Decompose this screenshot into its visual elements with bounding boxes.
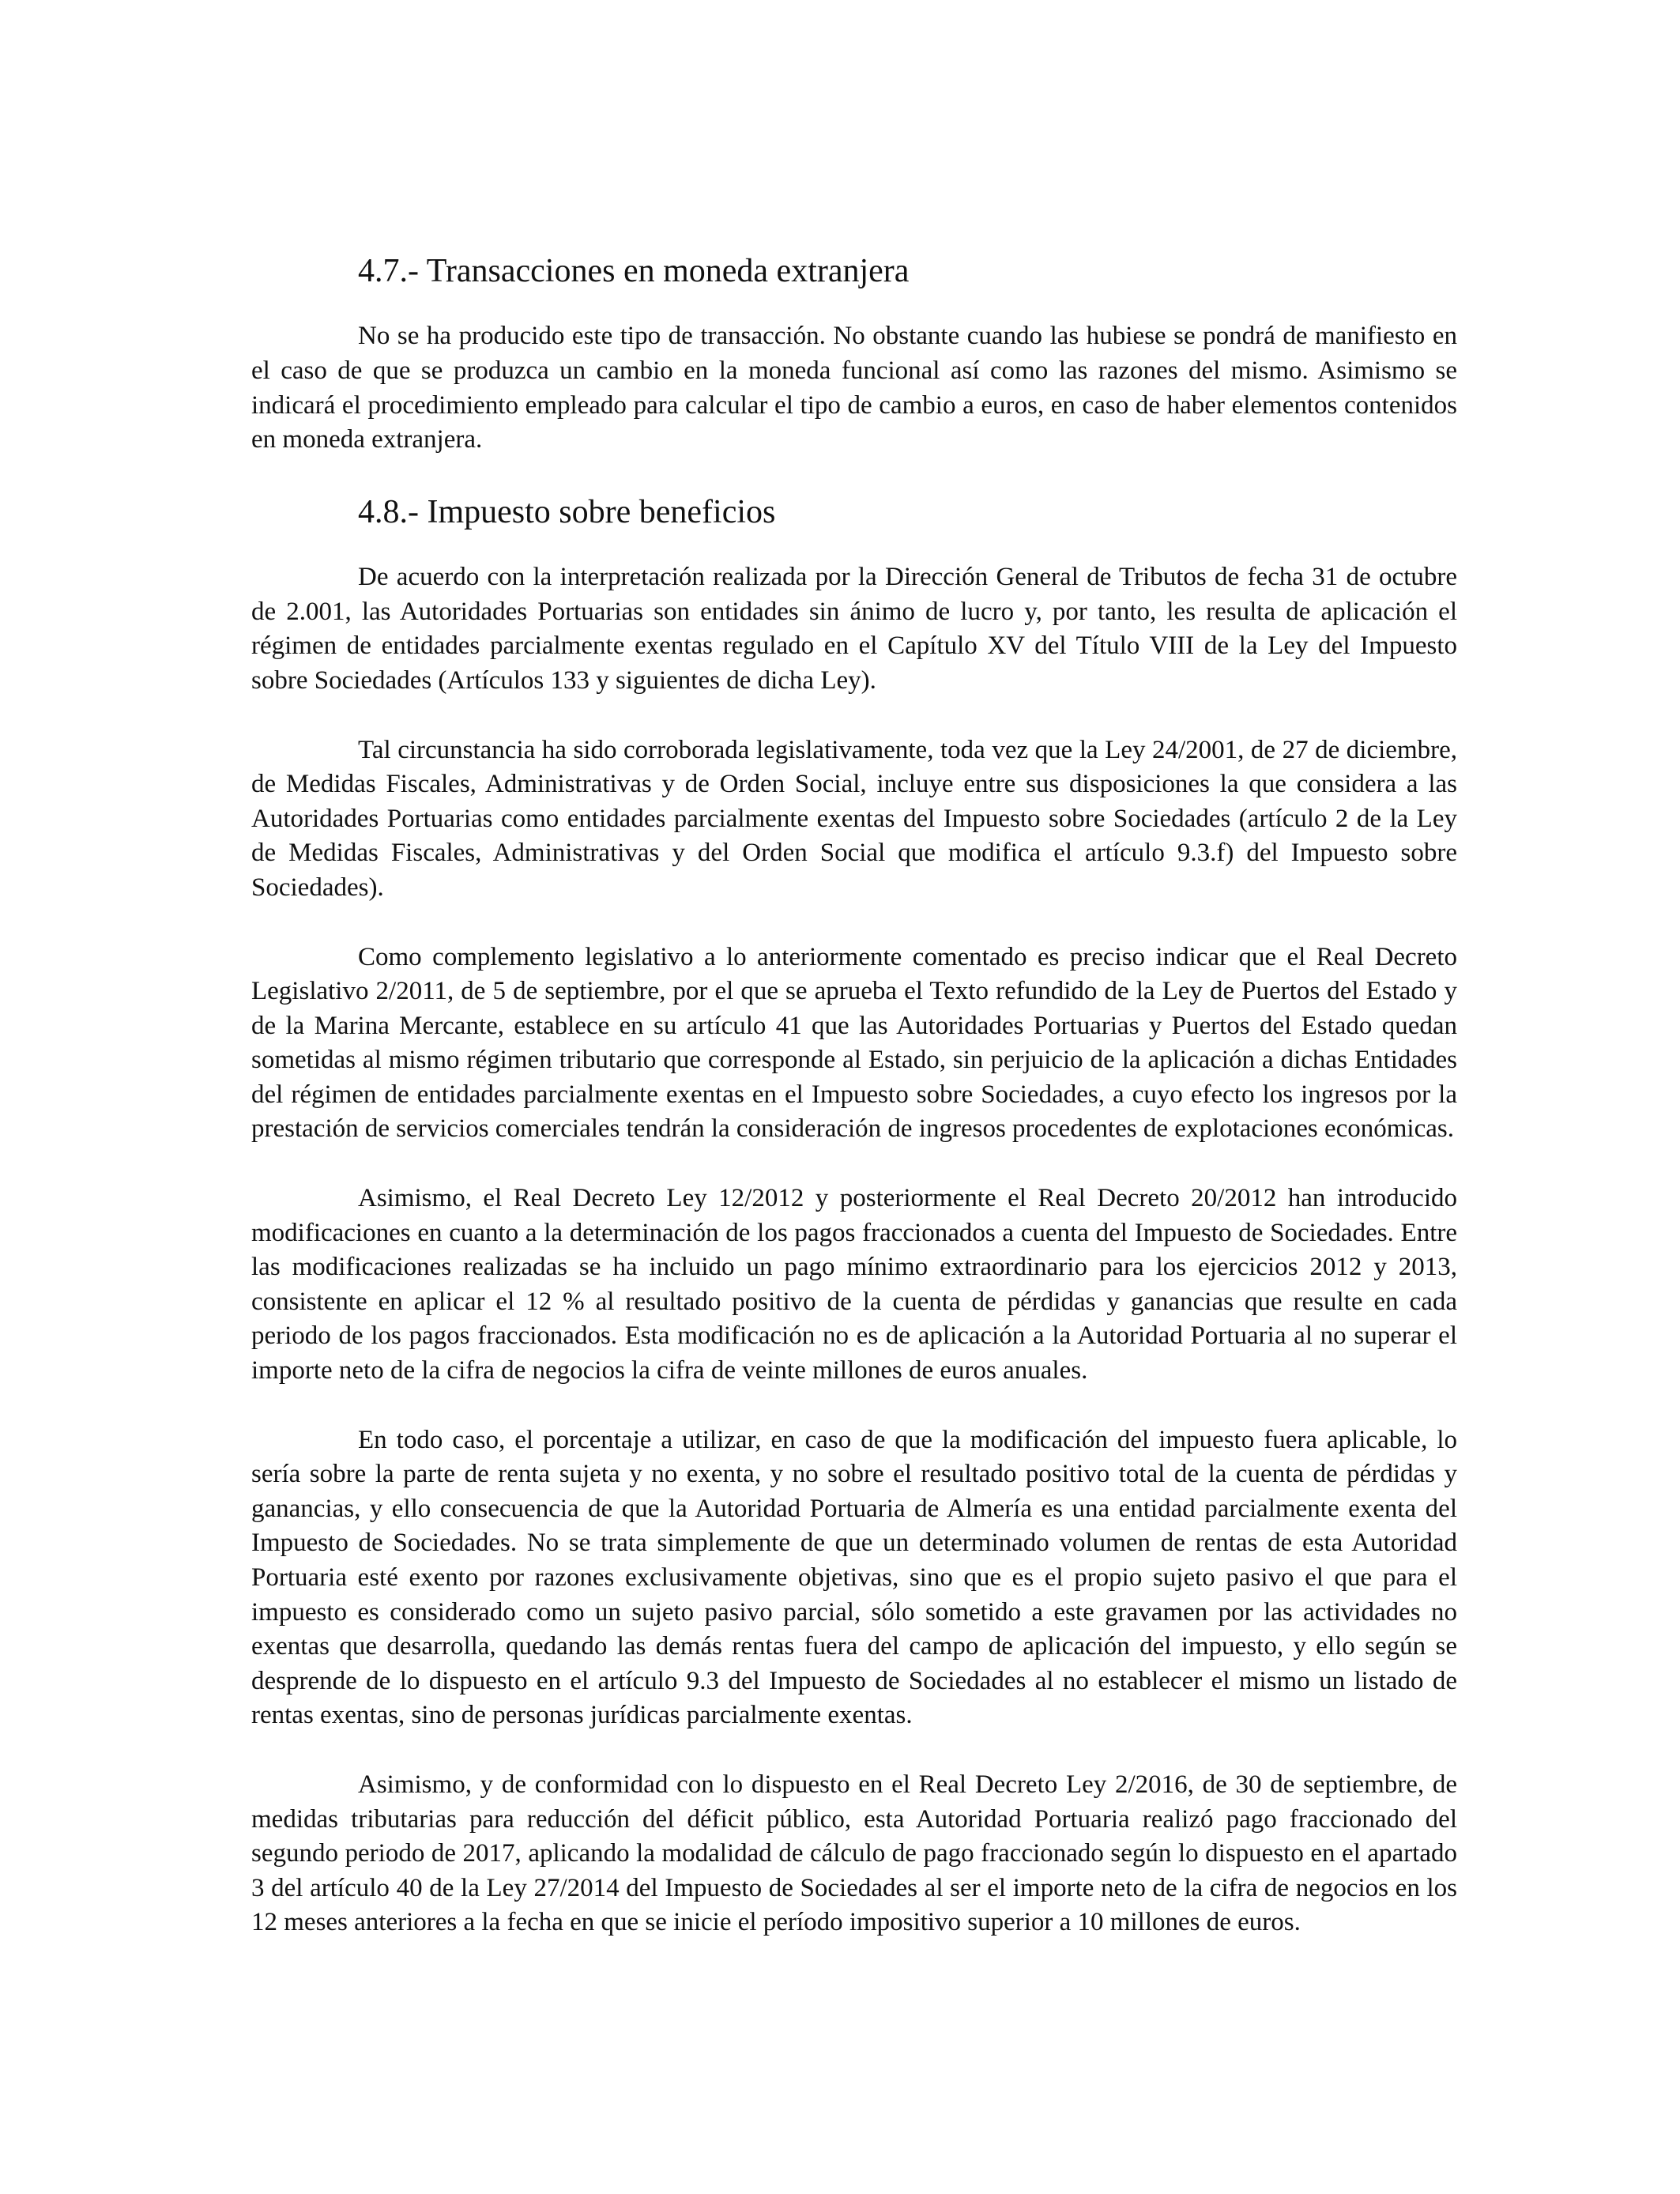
paragraph: No se ha producido este tipo de transacción. No obstante cuando las hubiese se pondrá de manifiesto en el caso de que se produzca un cambio en la moneda funcional así como las razones del mismo. Asimismo se indicará el procedimiento empleado para calcular el tipo de cambio a euros, en caso de haber elementos contenidos en moneda extranjera. [251,322,1457,454]
paragraph: De acuerdo con la interpretación realizada por la Dirección General de Tributos de fecha 31 de octubre de 2.001, las Autoridades Portuarias son entidades sin ánimo de lucro y, por tanto, les resulta de aplicación el régimen de entidades parcialmente exentas regulado en el Capítulo XV del Título VIII de la Ley del Impuesto sobre Sociedades (Artículos 133 y siguientes de dicha Ley). [251,563,1457,695]
paragraph: Tal circunstancia ha sido corroborada legislativamente, toda vez que la Ley 24/2001, de 27 de diciembre, de Medidas Fiscales, Administrativas y de Orden Social, incluye entre sus disposiciones la que considera a las Autoridades Portuarias como entidades parcialmente exentas del Impuesto sobre Sociedades (artículo 2 de la Ley de Medidas Fiscales, Administrativas y del Orden Social que modifica el artículo 9.3.f) del Impuesto sobre Sociedades). [251,735,1457,902]
document-page [251,251,1457,1975]
paragraph: Asimismo, el Real Decreto Ley 12/2012 y posteriormente el Real Decreto 20/2012 han introducido modificaciones en cuanto a la determinación de los pagos fraccionados a cuenta del Impuesto de Sociedades. Entre las modificaciones realizadas se ha incluido un pago mínimo extraordinario para los ejercicios 2012 y 2013, consistente en aplicar el 12 % al resultado positivo de la cuenta de pérdidas y ganancias que resulte en cada periodo de los pagos fraccionados. Esta modificación no es de aplicación a la Autoridad Portuaria al no superar el importe neto de la cifra de negocios la cifra de veinte millones de euros anuales. [251,1184,1457,1385]
paragraph: En todo caso, el porcentaje a utilizar, en caso de que la modificación del impuesto fuera aplicable, lo sería sobre la parte de renta sujeta y no exenta, y no sobre el resultado positivo total de la cuenta de pérdidas y ganancias, y ello consecuencia de que la Autoridad Portuaria de Almería es una entidad parcialmente exenta del Impuesto de Sociedades. No se trata simplemente de que un determinado volumen de rentas de esta Autoridad Portuaria esté exento por razones exclusivamente objetivas, sino que es el propio sujeto pasivo el que para el impuesto es considerado como un sujeto pasivo parcial, sólo sometido a este gravamen por las actividades no exentas que desarrolla, quedando las demás rentas fuera del campo de aplicación del impuesto, y ello según se desprende de lo dispuesto en el artículo 9.3 del Impuesto de Sociedades al no establecer el mismo un listado de rentas exentas, sino de personas jurídicas parcialmente exentas. [251,1425,1457,1730]
section-heading-4-7: 4.7.- Transacciones en moneda extranjera [358,253,910,289]
paragraph: Como complemento legislativo a lo anteriormente comentado es preciso indicar que el Real Decreto Legislativo 2/2011, de 5 de septiembre, por el que se aprueba el Texto refundido de la Ley de Puertos del Estado y de la Marina Mercante, establece en su artículo 41 que las Autoridades Portuarias y Puertos del Estado quedan sometidas al mismo régimen tributario que corresponde al Estado, sin perjuicio de la aplicación a dichas Entidades del régimen de entidades parcialmente exentas en el Impuesto sobre Sociedades, a cuyo efecto los ingresos por la prestación de servicios comerciales tendrán la consideración de ingresos procedentes de explotaciones económicas. [251,942,1457,1144]
section-heading-4-8: 4.8.- Impuesto sobre beneficios [358,493,776,530]
paragraph: Asimismo, y de conformidad con lo dispuesto en el Real Decreto Ley 2/2016, de 30 de septiembre, de medidas tributarias para reducción del déficit público, esta Autoridad Portuaria realizó pago fraccionado del segundo periodo de 2017, aplicando la modalidad de cálculo de pago fraccionado según lo dispuesto en el apartado 3 del artículo 40 de la Ley 27/2014 del Impuesto de Sociedades al ser el importe neto de la cifra de negocios en los 12 meses anteriores a la fecha en que se inicie el período impositivo superior a 10 millones de euros. [251,1770,1457,1937]
